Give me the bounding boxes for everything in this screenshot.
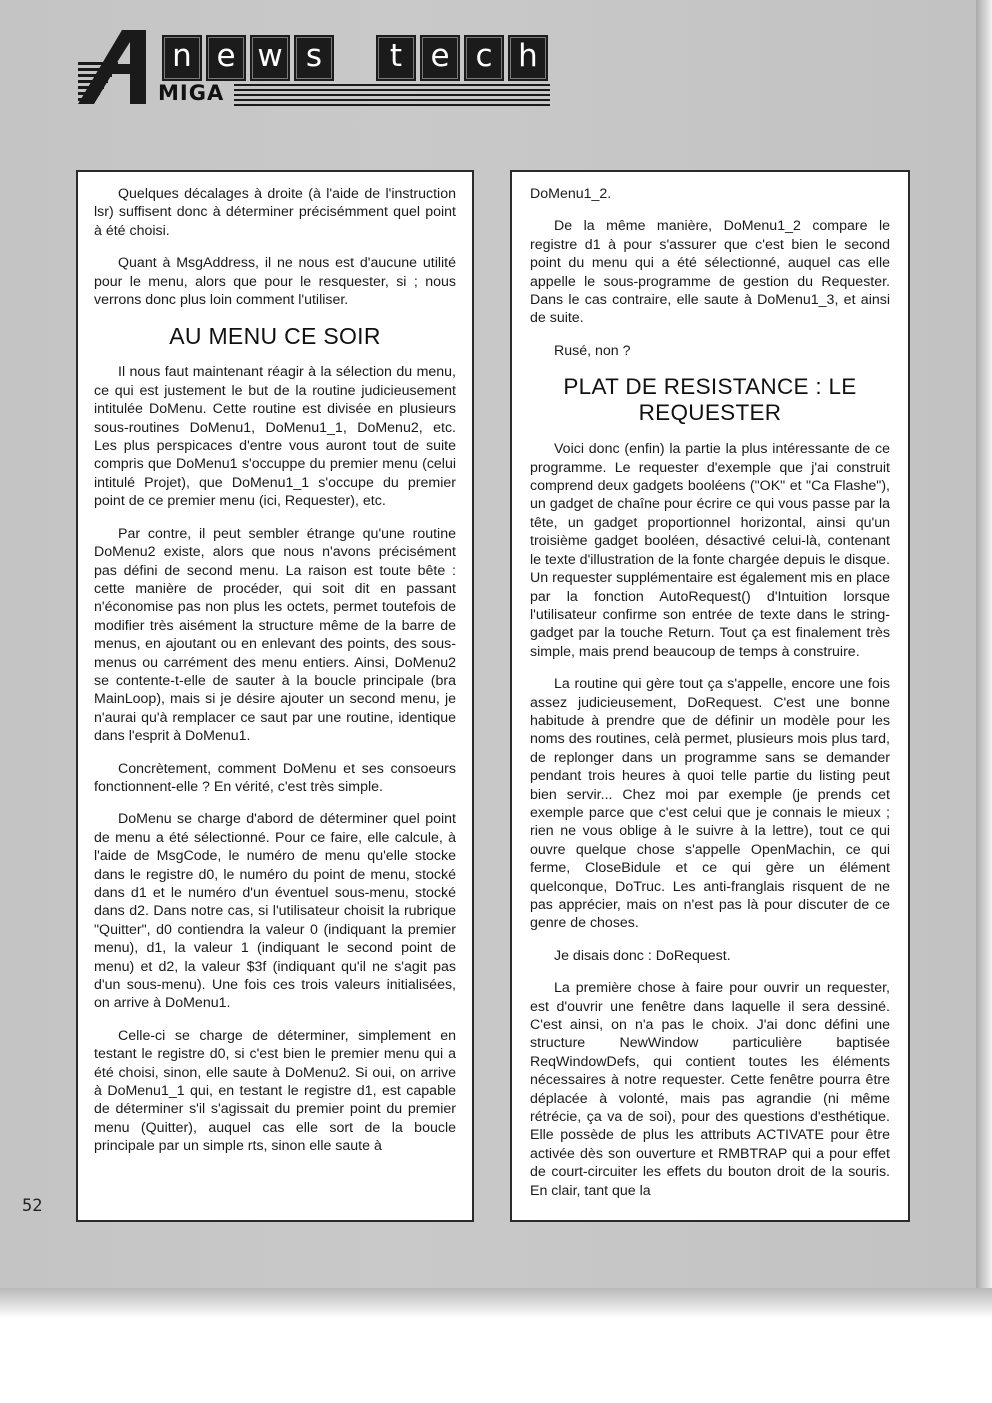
paragraph: La première chose à faire pour ouvrir un requester, est d'ouvrir une fenêtre dans laquelle il sera dessiné. C'est ainsi, on n'a pas le choix. J'ai donc défini une structure NewWindow particulière baptisée ReqWindowDefs, qui contient toutes les éléments nécessaires à notre requester. Cette fenêtre pourra être déplacée à volonté, mais pas agrandie (ni même rétrécie, ça va de soi), pour des questions d'esthétique. Elle possède de plus les attributs ACTIVATE pour être activée dès son ouverture et RMBTRAP qui a pour effet de court-circuiter les effets du bouton droit de la souris. En clair, tant que la — [530, 980, 890, 1199]
right-column — [510, 170, 910, 1222]
title-letter-tile: s — [294, 35, 334, 81]
title-letter-tile: t — [376, 35, 416, 81]
left-column — [76, 170, 474, 1222]
paragraph: De la même manière, DoMenu1_2 compare le registre d1 à pour s'assurer que c'est bien le second point du menu qui a été sélectionné, auquel cas elle appelle le sous-programme de gestion du Requester. Dans le cas contraire, elle saute à DoMenu1_3, et ainsi de suite. — [530, 218, 890, 327]
paragraph: Quelques décalages à droite (à l'aide de l'instruction lsr) suffisent donc à déterminer précisémment quel point à été choisi. — [94, 186, 456, 239]
paragraph: Rusé, non ? — [554, 342, 631, 359]
title-letter-tile: e — [206, 35, 246, 81]
paragraph: Par contre, il peut sembler étrange qu'une routine DoMenu2 existe, alors que nous n'avons précisément pas défini de second menu. La raison est toute bête : cette manière de procéder, qui soit dit en passant n'économise pas non plus les octets, permet toutefois de modifier très aisément la structure même de la barre de menus, en ajoutant ou en enlevant des points, des sous-menus ou carrément des menu entiers. Ainsi, DoMenu2 se contente-t-elle de sauter à la boucle principale (bra MainLoop), mais si je désire ajouter un second menu, je n'aurai qu'à remplacer ce saut par une routine, identique dans l'esprit à DoMenu1. — [94, 525, 456, 745]
paragraph: DoMenu se charge d'abord de déterminer quel point de menu a été sélectionné. Pour ce faire, elle calcule, à l'aide de MsgCode, le numéro de menu qu'elle stocke dans le registre d0, le numéro du point de menu, stocké dans d1 et le numéro d'un éventuel sous-menu, stocké dans d2. Dans notre cas, si l'utilisateur choisit la rubrique "Quitter", d0 contiendra la valeur 0 (indiquant la premier menu), d1, la valeur 1 (indiquant le second point de menu) et d2, la valeur $3f (indiquant qu'il ne s'agit pas d'un sous-menu). Une fois ces trois valeurs initialisées, on arrive à DoMenu1. — [94, 811, 456, 1012]
page-edge-shadow — [976, 0, 992, 1298]
paragraph: Voici donc (enfin) la partie la plus intéressante de ce programme. Le requester d'exemple que j'ai construit comprend deux gadgets booléens ("OK" et "Ca Flashe"), un gadget de chaîne pour écrire ce qui vous passe par la tête, un gadget proportionnel horizontal, ainsi qu'un troisième gadget booléen, désactivé celui-là, contenant le texte d'illustration de la fonte chargée depuis le disque. Un requester supplémentaire est également mis en place par la fonction AutoRequest() d'Intuition lorsque l'utilisateur confirme son entrée de texte dans le string-gadget par la touche Return. Tout ça est finalement très simple, mais prend beaucoup de temps à construire. — [530, 441, 890, 660]
page-number: 52 — [22, 1196, 43, 1216]
title-letter-tile: e — [420, 35, 460, 81]
paragraph: DoMenu1_2. — [530, 186, 612, 202]
paragraph: Il nous faut maintenant réagir à la sélection du menu, ce qui est justement le but de la routine judicieusement intitulée DoMenu. Cette routine est divisée en plusieurs sous-routines DoMenu1, DoMenu1_1, DoMenu2, etc. Les plus perspicaces d'entre vous auront tout de suite compris que DoMenu1 s'occuppe du premier menu (celui intitulé Projet), que DoMenu1_1 s'occupe du premier point de ce premier menu (ici, Requester), etc. — [94, 364, 456, 510]
section-heading: PLAT DE RESISTANCE : LE REQUESTER — [563, 374, 857, 426]
title-letter-tile: c — [464, 35, 504, 81]
paragraph: Celle-ci se charge de déterminer, simplement en testant le registre d0, si c'est bien le premier menu qui a été choisi, sinon, elle saute à DoMenu2. Si oui, on arrive à DoMenu1_1 qui, en testant le registre d1, est capable de déterminer s'il s'agissait du premier point du premier menu (Quitter), auquel cas elle sort de la boucle principale par un simple rts, sinon elle saute à — [94, 1027, 456, 1155]
title-letter-tile: w — [250, 35, 290, 81]
paragraph: Quant à MsgAddress, il ne nous est d'aucune utilité pour le menu, alors que pour le resquester, si ; nous verrons donc plus loin comment l'utiliser. — [94, 255, 456, 309]
paragraph: Je disais donc : DoRequest. — [554, 947, 731, 964]
section-label: MIGA — [158, 81, 225, 105]
section-heading: AU MENU CE SOIR — [169, 323, 381, 350]
masthead — [78, 22, 558, 112]
page-bottom-shadow — [0, 1288, 992, 1318]
paragraph: Concrètement, comment DoMenu et ses consoeurs fonctionnent-elle ? En vérité, c'est très simple. — [94, 760, 456, 795]
title-letter-tile: h — [508, 35, 548, 81]
paragraph: La routine qui gère tout ça s'appelle, encore une fois assez judicieusement, DoRequest. C'est une bonne habitude à prendre que de définir un modèle pour les noms des routines, celà permet, plusieurs mois plus tard, de replonger dans un programme sans se demander pendant trois heures à quoi telle partie du listing peut bien servir... Chez moi par exemple (je prends cet exemple parce que c'est celui que je connais le mieux ; rien ne vous oblige à le suivre à la lettre), tout ce qui ouvre quelque chose s'appelle OpenMachin, ce qui ferme, CloseBidule et ce qui gère un élément quelconque, DoTruc. Les anti-franglais risquent de ne pas apprécier, mais on n'est pas là pour discuter de ce genre de choses. — [530, 676, 890, 932]
title-letter-tile: n — [162, 35, 202, 81]
